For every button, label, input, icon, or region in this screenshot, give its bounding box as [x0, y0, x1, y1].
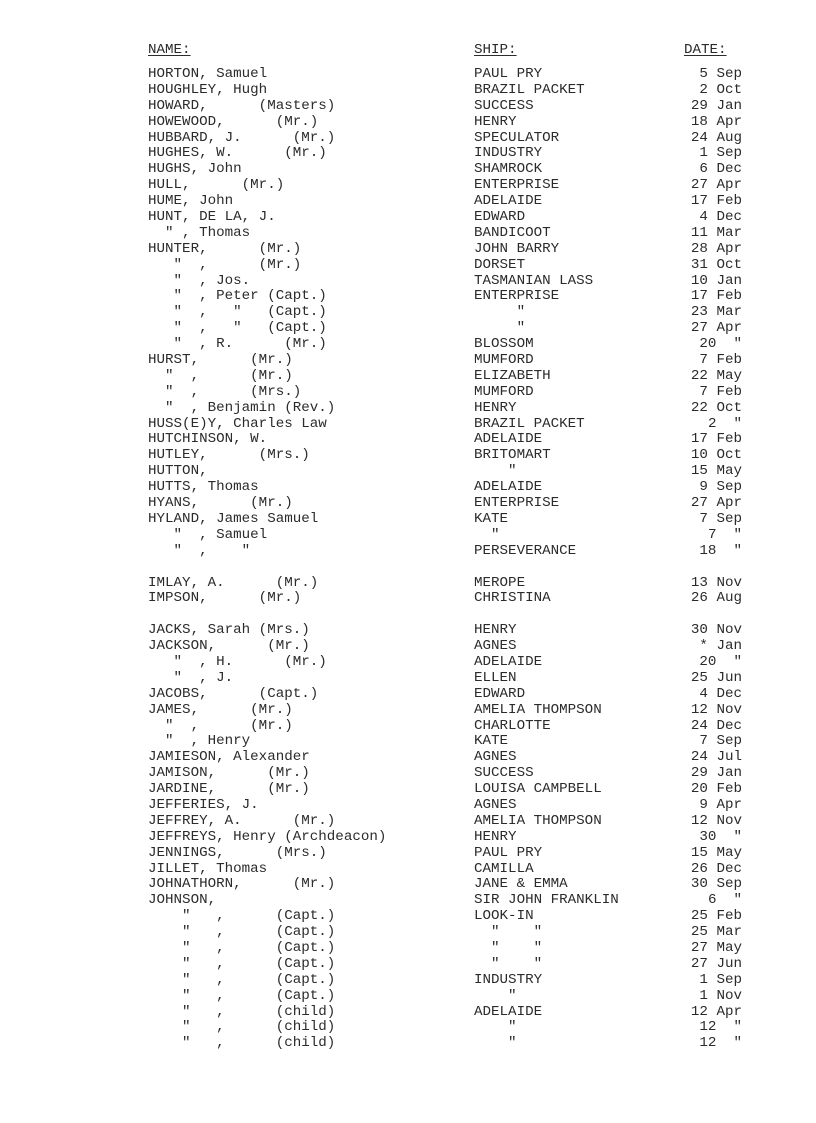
table-row — [0, 1005, 816, 1021]
passenger-name: HUBBARD, J. (Mr.) — [148, 129, 336, 146]
table-row — [0, 353, 816, 369]
passenger-name: " , (Capt.) — [148, 908, 336, 925]
ship-name: HENRY — [474, 113, 517, 130]
passenger-name: HUTCHINSON, W. — [148, 431, 268, 448]
passenger-name: HUGHS, John — [148, 161, 242, 178]
table-row — [0, 305, 816, 321]
ship-name: HENRY — [474, 399, 517, 416]
table-row — [0, 957, 816, 973]
ship-name: ADELAIDE — [474, 431, 543, 448]
passenger-name: " , (Mrs.) — [148, 383, 302, 400]
arrival-date: 17 Feb — [690, 193, 742, 210]
table-row — [0, 528, 816, 544]
arrival-date: 28 Apr — [690, 240, 742, 257]
passenger-name: HUNT, DE LA, J. — [148, 209, 276, 226]
arrival-date: 31 Oct — [690, 256, 742, 273]
table-row — [0, 782, 816, 798]
ship-name: " " — [474, 924, 543, 941]
arrival-date: 1 Nov — [699, 987, 742, 1004]
ship-name: SIR JOHN FRANKLIN — [474, 892, 619, 909]
passenger-name: " , Thomas — [148, 224, 251, 241]
table-row — [0, 178, 816, 194]
arrival-date: 22 Oct — [690, 399, 742, 416]
table-row — [0, 289, 816, 305]
passenger-name: " , (child) — [148, 1003, 336, 1020]
passenger-name: " , (Capt.) — [148, 955, 336, 972]
table-row — [0, 623, 816, 639]
passenger-name: HUME, John — [148, 193, 234, 210]
table-row — [0, 321, 816, 337]
arrival-date: 26 Aug — [690, 590, 742, 607]
passenger-name: JOHNATHORN, (Mr.) — [148, 876, 336, 893]
passenger-name: " , (Mr.) — [148, 367, 293, 384]
table-row — [0, 115, 816, 131]
section-gap — [0, 560, 816, 576]
ship-name: INDUSTRY — [474, 971, 543, 988]
arrival-date: 30 Nov — [690, 622, 742, 639]
table-row — [0, 496, 816, 512]
table-row — [0, 719, 816, 735]
ship-name: SUCCESS — [474, 765, 534, 782]
table-row — [0, 131, 816, 147]
arrival-date: 22 May — [690, 367, 742, 384]
ship-name: CHARLOTTE — [474, 717, 551, 734]
table-row — [0, 989, 816, 1005]
passenger-name: JILLET, Thomas — [148, 860, 268, 877]
arrival-date: 1 Sep — [699, 971, 742, 988]
passenger-name: HUSS(E)Y, Charles Law — [148, 415, 327, 432]
passenger-name: HULL, (Mr.) — [148, 177, 285, 194]
arrival-date: 7 Sep — [699, 510, 742, 527]
table-row — [0, 544, 816, 560]
passenger-name: JEFFREY, A. (Mr.) — [148, 812, 336, 829]
ship-name: " — [474, 987, 517, 1004]
passenger-name: " , (Capt.) — [148, 924, 336, 941]
passenger-name: " , Peter (Capt.) — [148, 288, 327, 305]
passenger-name: IMLAY, A. (Mr.) — [148, 574, 319, 591]
passenger-name: JACKS, Sarah (Mrs.) — [148, 622, 310, 639]
passenger-name: HURST, (Mr.) — [148, 352, 293, 369]
arrival-date: 18 " — [699, 542, 742, 559]
ship-name: CHRISTINA — [474, 590, 551, 607]
table-row — [0, 687, 816, 703]
table-row — [0, 973, 816, 989]
passenger-name: JAMIESON, Alexander — [148, 749, 310, 766]
ship-name: PERSEVERANCE — [474, 542, 577, 559]
ship-name: SUCCESS — [474, 97, 534, 114]
ship-name: SHAMROCK — [474, 161, 543, 178]
passenger-name: JEFFREYS, Henry (Archdeacon) — [148, 828, 387, 845]
passenger-name: JAMISON, (Mr.) — [148, 765, 310, 782]
ship-name: CAMILLA — [474, 860, 534, 877]
arrival-date: 17 Feb — [690, 288, 742, 305]
table-row — [0, 385, 816, 401]
arrival-date: 10 Jan — [690, 272, 742, 289]
table-row — [0, 925, 816, 941]
ship-name: ADELAIDE — [474, 653, 543, 670]
arrival-date: 29 Jan — [690, 765, 742, 782]
arrival-date: 5 Sep — [699, 66, 742, 82]
arrival-date: 25 Feb — [690, 908, 742, 925]
arrival-date: 27 Apr — [690, 495, 742, 512]
table-row — [0, 893, 816, 909]
ship-name: KATE — [474, 733, 509, 750]
table-row — [0, 909, 816, 925]
passenger-name: JACKSON, (Mr.) — [148, 638, 310, 655]
date-column-header: DATE: — [684, 42, 727, 58]
arrival-date: 6 " — [707, 892, 742, 909]
arrival-date: 1 Sep — [699, 145, 742, 162]
passenger-name: " , Henry — [148, 733, 251, 750]
passenger-name: " , Samuel — [148, 526, 268, 543]
table-row — [0, 639, 816, 655]
ship-name: KATE — [474, 510, 509, 527]
passenger-name: HOUGHLEY, Hugh — [148, 81, 268, 98]
arrival-date: 23 Mar — [690, 304, 742, 321]
name-column-header: NAME: — [148, 42, 191, 58]
ship-name: JOHN BARRY — [474, 240, 560, 257]
passenger-name: JEFFERIES, J. — [148, 796, 259, 813]
arrival-date: 27 Apr — [690, 177, 742, 194]
ship-name: AGNES — [474, 796, 517, 813]
passenger-name: JOHNSON, — [148, 892, 217, 909]
arrival-date: 7 Feb — [699, 352, 742, 369]
ship-column-header: SHIP: — [474, 42, 517, 58]
ship-name: ELIZABETH — [474, 367, 551, 384]
table-row — [0, 941, 816, 957]
arrival-date: 18 Apr — [690, 113, 742, 130]
arrival-date: 7 Sep — [699, 733, 742, 750]
arrival-date: 12 Apr — [690, 1003, 742, 1020]
table-row — [0, 703, 816, 719]
passenger-name: " , Jos. — [148, 272, 251, 289]
arrival-date: 25 Mar — [690, 924, 742, 941]
table-row — [0, 655, 816, 671]
passenger-name: HYANS, (Mr.) — [148, 495, 293, 512]
arrival-date: 25 Jun — [690, 669, 742, 686]
ship-name: " " — [474, 939, 543, 956]
ship-name: HENRY — [474, 828, 517, 845]
arrival-date: 24 Aug — [690, 129, 742, 146]
passenger-name: " , H. (Mr.) — [148, 653, 327, 670]
ship-name: " — [474, 304, 526, 321]
table-row — [0, 480, 816, 496]
table-row — [0, 258, 816, 274]
ship-name: " " — [474, 955, 543, 972]
arrival-date: 27 Jun — [690, 955, 742, 972]
table-row — [0, 671, 816, 687]
table-row — [0, 576, 816, 592]
arrival-date: * Jan — [699, 638, 742, 655]
ship-name: HENRY — [474, 622, 517, 639]
table-row — [0, 814, 816, 830]
passenger-name: HUTLEY, (Mrs.) — [148, 447, 310, 464]
table-row — [0, 67, 816, 83]
table-row — [0, 99, 816, 115]
arrival-date: 17 Feb — [690, 431, 742, 448]
arrival-date: 15 May — [690, 463, 742, 480]
ship-name: ELLEN — [474, 669, 517, 686]
arrival-date: 2 " — [707, 415, 742, 432]
passenger-name: " , (child) — [148, 1035, 336, 1052]
passenger-name: JAMES, (Mr.) — [148, 701, 293, 718]
passenger-name: " , Benjamin (Rev.) — [148, 399, 336, 416]
ship-name: " — [474, 463, 517, 480]
ship-name: BRAZIL PACKET — [474, 415, 585, 432]
passenger-name: " , R. (Mr.) — [148, 336, 327, 353]
arrival-date: 24 Jul — [690, 749, 742, 766]
ship-name: AGNES — [474, 749, 517, 766]
table-row — [0, 83, 816, 99]
ship-name: EDWARD — [474, 685, 526, 702]
ship-name: MUMFORD — [474, 352, 534, 369]
ship-name: " — [474, 526, 500, 543]
arrival-date: 27 May — [690, 939, 742, 956]
passenger-name: IMPSON, (Mr.) — [148, 590, 302, 607]
table-row — [0, 846, 816, 862]
arrival-date: 11 Mar — [690, 224, 742, 241]
table-row — [0, 448, 816, 464]
table-row — [0, 1020, 816, 1036]
arrival-date: 20 " — [699, 653, 742, 670]
table-row — [0, 369, 816, 385]
passenger-name: HUNTER, (Mr.) — [148, 240, 302, 257]
arrival-date: 26 Dec — [690, 860, 742, 877]
arrival-date: 4 Dec — [699, 209, 742, 226]
ship-name: BRITOMART — [474, 447, 551, 464]
ship-name: MUMFORD — [474, 383, 534, 400]
ship-name: JANE & EMMA — [474, 876, 568, 893]
arrival-date: 9 Apr — [699, 796, 742, 813]
table-row — [0, 242, 816, 258]
passenger-name: " , (Mr.) — [148, 256, 302, 273]
ship-name: BLOSSOM — [474, 336, 534, 353]
ship-name: MEROPE — [474, 574, 526, 591]
table-row — [0, 337, 816, 353]
ship-name: BANDICOOT — [474, 224, 551, 241]
arrival-date: 4 Dec — [699, 685, 742, 702]
table-row — [0, 830, 816, 846]
section-gap — [0, 607, 816, 623]
ship-name: LOUISA CAMPBELL — [474, 781, 602, 798]
arrival-date: 7 Feb — [699, 383, 742, 400]
ship-name: INDUSTRY — [474, 145, 543, 162]
passenger-name: HOWEWOOD, (Mr.) — [148, 113, 319, 130]
arrival-date: 9 Sep — [699, 479, 742, 496]
passenger-name: HUTTON, — [148, 463, 208, 480]
arrival-date: 30 " — [699, 828, 742, 845]
table-row — [0, 274, 816, 290]
table-row — [0, 591, 816, 607]
table-row — [0, 464, 816, 480]
table-row — [0, 877, 816, 893]
ship-name: AMELIA THOMPSON — [474, 701, 602, 718]
arrival-date: 20 " — [699, 336, 742, 353]
passenger-name: " , (child) — [148, 1019, 336, 1036]
table-row — [0, 734, 816, 750]
arrival-date: 30 Sep — [690, 876, 742, 893]
ship-name: TASMANIAN LASS — [474, 272, 594, 289]
arrival-date: 12 " — [699, 1019, 742, 1036]
ship-name: AGNES — [474, 638, 517, 655]
passenger-name: " , (Capt.) — [148, 971, 336, 988]
arrival-date: 24 Dec — [690, 717, 742, 734]
ship-name: ADELAIDE — [474, 479, 543, 496]
arrival-date: 20 Feb — [690, 781, 742, 798]
table-row — [0, 146, 816, 162]
ship-name: PAUL PRY — [474, 66, 543, 82]
arrival-date: 29 Jan — [690, 97, 742, 114]
ship-name: ENTERPRISE — [474, 177, 560, 194]
arrival-date: 7 " — [707, 526, 742, 543]
ship-name: SPECULATOR — [474, 129, 560, 146]
ship-name: ADELAIDE — [474, 193, 543, 210]
arrival-date: 10 Oct — [690, 447, 742, 464]
ship-name: " — [474, 1035, 517, 1052]
ship-name: EDWARD — [474, 209, 526, 226]
arrival-date: 13 Nov — [690, 574, 742, 591]
arrival-date: 6 Dec — [699, 161, 742, 178]
ship-name: PAUL PRY — [474, 844, 543, 861]
ship-name: AMELIA THOMPSON — [474, 812, 602, 829]
table-row — [0, 194, 816, 210]
passenger-name: " , (Mr.) — [148, 717, 293, 734]
passenger-name: " , (Capt.) — [148, 939, 336, 956]
passenger-name: JACOBS, (Capt.) — [148, 685, 319, 702]
passenger-name: HOWARD, (Masters) — [148, 97, 336, 114]
table-row — [0, 226, 816, 242]
ship-name: " — [474, 1019, 517, 1036]
passenger-name: " , " — [148, 542, 251, 559]
table-row — [0, 766, 816, 782]
ship-name: " — [474, 320, 526, 337]
passenger-name: " , " (Capt.) — [148, 320, 327, 337]
arrival-date: 12 Nov — [690, 701, 742, 718]
ship-name: DORSET — [474, 256, 526, 273]
passenger-name: JENNINGS, (Mrs.) — [148, 844, 327, 861]
arrival-date: 27 Apr — [690, 320, 742, 337]
table-row — [0, 750, 816, 766]
ship-name: LOOK-IN — [474, 908, 534, 925]
passenger-name: HORTON, Samuel — [148, 66, 268, 82]
passenger-name: HUGHES, W. (Mr.) — [148, 145, 327, 162]
passenger-name: " , " (Capt.) — [148, 304, 327, 321]
passenger-name: JARDINE, (Mr.) — [148, 781, 310, 798]
passenger-name: HYLAND, James Samuel — [148, 510, 319, 527]
ship-name: ENTERPRISE — [474, 288, 560, 305]
arrival-date: 15 May — [690, 844, 742, 861]
arrival-date: 12 Nov — [690, 812, 742, 829]
table-row — [0, 162, 816, 178]
arrival-date: 2 Oct — [699, 81, 742, 98]
arrival-date: 12 " — [699, 1035, 742, 1052]
table-row — [0, 1036, 816, 1052]
table-row — [0, 512, 816, 528]
passenger-name: " , (Capt.) — [148, 987, 336, 1004]
passenger-list — [0, 67, 816, 1052]
table-row — [0, 401, 816, 417]
table-row — [0, 862, 816, 878]
passenger-name: HUTTS, Thomas — [148, 479, 259, 496]
ship-name: ENTERPRISE — [474, 495, 560, 512]
ship-name: BRAZIL PACKET — [474, 81, 585, 98]
table-row — [0, 798, 816, 814]
ship-name: ADELAIDE — [474, 1003, 543, 1020]
table-row — [0, 432, 816, 448]
table-row — [0, 417, 816, 433]
passenger-name: " , J. — [148, 669, 234, 686]
table-row — [0, 210, 816, 226]
